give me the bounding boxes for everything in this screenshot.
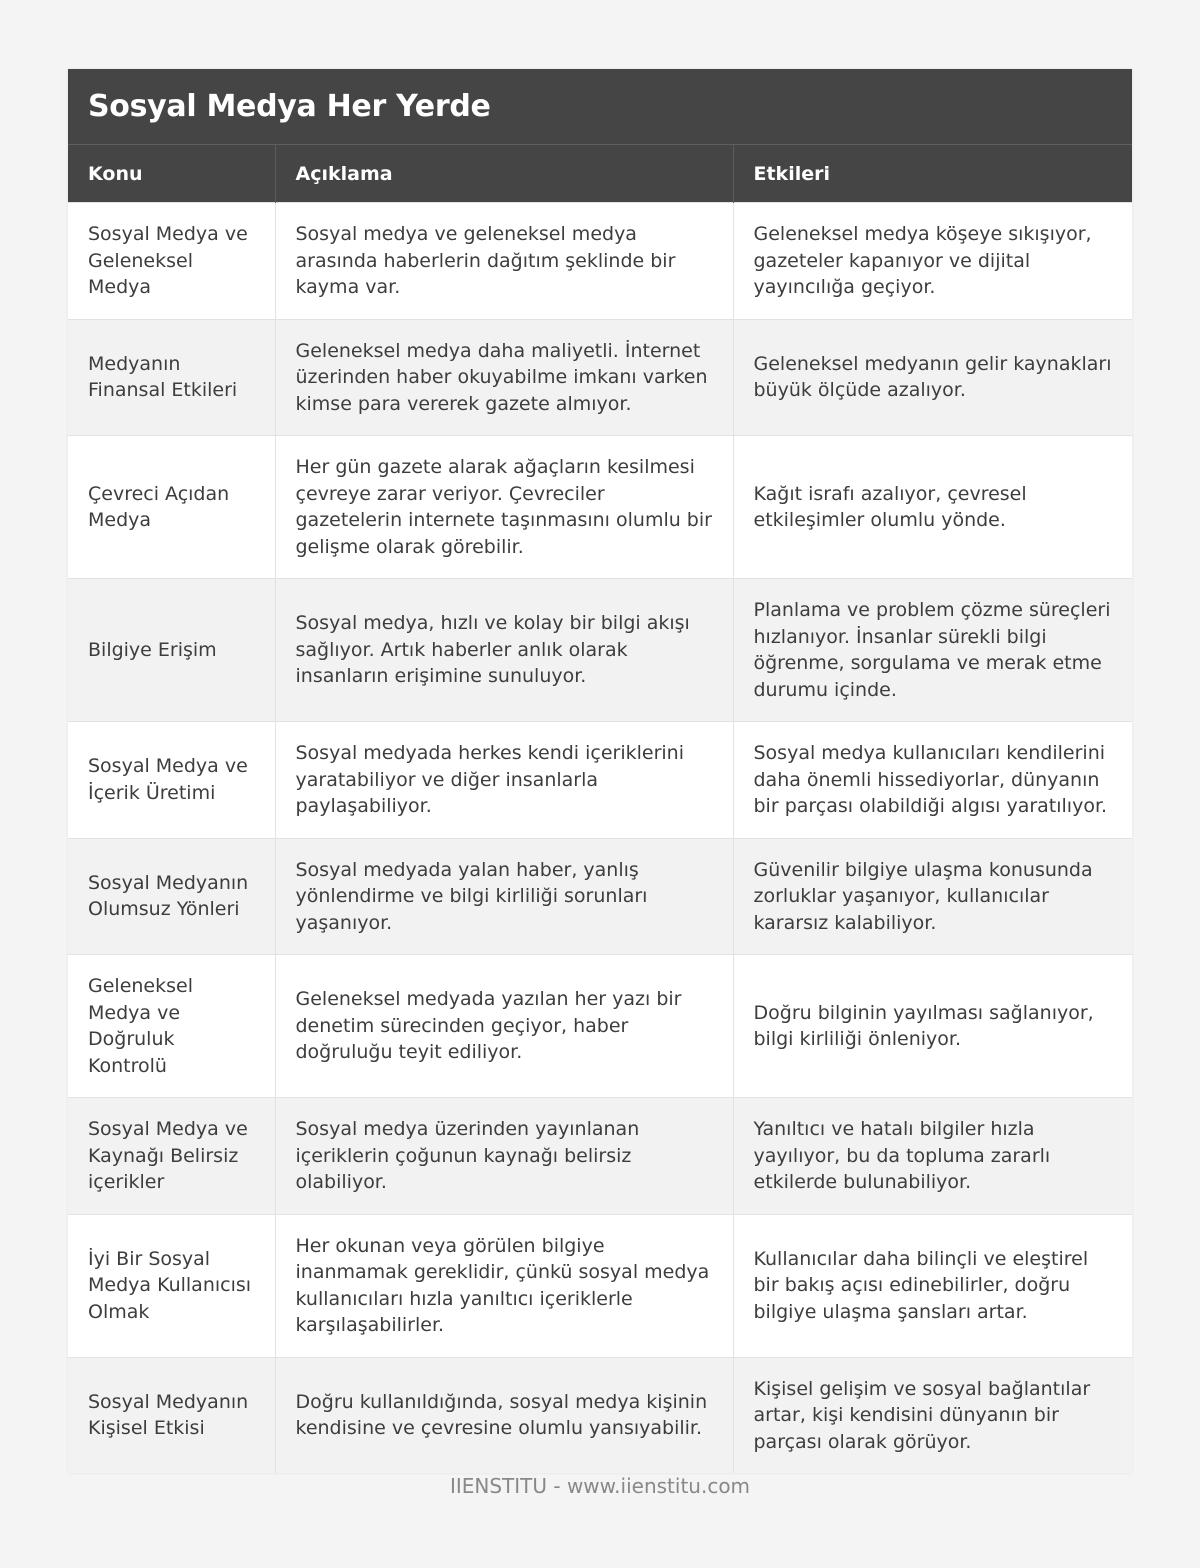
cell-konu: Sosyal Medyanın Olumsuz Yönleri: [68, 838, 275, 955]
cell-konu: Geleneksel Medya ve Doğruluk Kontrolü: [68, 955, 275, 1098]
table-row: [68, 1098, 1132, 1215]
cell-konu: Medyanın Finansal Etkileri: [68, 319, 275, 436]
cell-aciklama: Geleneksel medyada yazılan her yazı bir denetim sürecinden geçiyor, haber doğruluğu teyit ediliyor.: [275, 955, 733, 1098]
cell-aciklama: Doğru kullanıldığında, sosyal medya kişinin kendisine ve çevresine olumlu yansıyabilir.: [275, 1357, 733, 1473]
cell-aciklama: Geleneksel medya daha maliyetli. İnternet üzerinden haber okuyabilme imkanı varken kimse para vererek gazete almıyor.: [275, 319, 733, 436]
cell-etkileri: Güvenilir bilgiye ulaşma konusunda zorluklar yaşanıyor, kullanıcılar kararsız kalabiliyor.: [733, 838, 1132, 955]
cell-etkileri: Planlama ve problem çözme süreçleri hızlanıyor. İnsanlar sürekli bilgi öğrenme, sorgulama ve merak etme durumu içinde.: [733, 579, 1132, 722]
table-row: [68, 319, 1132, 436]
table-row: [68, 436, 1132, 579]
table-row: [68, 955, 1132, 1098]
header-row: [68, 145, 1132, 203]
cell-aciklama: Sosyal medyada herkes kendi içeriklerini yaratabiliyor ve diğer insanlarla paylaşabiliyor.: [275, 722, 733, 839]
column-header-etkileri: Etkileri: [733, 145, 1132, 203]
table-row: [68, 1214, 1132, 1357]
table-row: [68, 838, 1132, 955]
table-row: [68, 1357, 1132, 1473]
cell-aciklama: Sosyal medya, hızlı ve kolay bir bilgi akışı sağlıyor. Artık haberler anlık olarak insanların erişimine sunuluyor.: [275, 579, 733, 722]
cell-konu: Sosyal Medya ve Geleneksel Medya: [68, 203, 275, 320]
cell-etkileri: Kullanıcılar daha bilinçli ve eleştirel bir bakış açısı edinebilirler, doğru bilgiye ulaşma şansları artar.: [733, 1214, 1132, 1357]
cell-etkileri: Doğru bilginin yayılması sağlanıyor, bilgi kirliliği önleniyor.: [733, 955, 1132, 1098]
table-row: [68, 722, 1132, 839]
cell-aciklama: Sosyal medya ve geleneksel medya arasında haberlerin dağıtım şeklinde bir kayma var.: [275, 203, 733, 320]
column-header-aciklama: Açıklama: [275, 145, 733, 203]
cell-etkileri: Geleneksel medyanın gelir kaynakları büyük ölçüde azalıyor.: [733, 319, 1132, 436]
table-row: [68, 203, 1132, 320]
cell-konu: İyi Bir Sosyal Medya Kullanıcısı Olmak: [68, 1214, 275, 1357]
cell-etkileri: Sosyal medya kullanıcıları kendilerini daha önemli hissediyorlar, dünyanın bir parçası olabildiği algısı yaratılıyor.: [733, 722, 1132, 839]
table-row: [68, 579, 1132, 722]
cell-konu: Bilgiye Erişim: [68, 579, 275, 722]
cell-etkileri: Yanıltıcı ve hatalı bilgiler hızla yayılıyor, bu da topluma zararlı etkilerde bulunabiliyor.: [733, 1098, 1132, 1215]
column-header-konu: Konu: [68, 145, 275, 203]
cell-konu: Çevreci Açıdan Medya: [68, 436, 275, 579]
cell-konu: Sosyal Medyanın Kişisel Etkisi: [68, 1357, 275, 1473]
cell-aciklama: Sosyal medya üzerinden yayınlanan içeriklerin çoğunun kaynağı belirsiz olabiliyor.: [275, 1098, 733, 1215]
cell-aciklama: Sosyal medyada yalan haber, yanlış yönlendirme ve bilgi kirliliği sorunları yaşanıyor.: [275, 838, 733, 955]
cell-konu: Sosyal Medya ve İçerik Üretimi: [68, 722, 275, 839]
cell-etkileri: Geleneksel medya köşeye sıkışıyor, gazeteler kapanıyor ve dijital yayıncılığa geçiyor.: [733, 203, 1132, 320]
table-card: [68, 69, 1132, 1473]
cell-aciklama: Her gün gazete alarak ağaçların kesilmesi çevreye zarar veriyor. Çevreciler gazetelerin internete taşınmasını olumlu bir gelişme olarak görebilir.: [275, 436, 733, 579]
footer-credit: IIENSTITU - www.iienstitu.com: [449, 1474, 751, 1498]
data-table: [68, 144, 1132, 1473]
cell-aciklama: Her okunan veya görülen bilgiye inanmamak gereklidir, çünkü sosyal medya kullanıcıları hızla yanıltıcı içeriklerle karşılaşabilirler.: [275, 1214, 733, 1357]
table-title: Sosyal Medya Her Yerde: [68, 69, 1132, 144]
cell-konu: Sosyal Medya ve Kaynağı Belirsiz içerikler: [68, 1098, 275, 1215]
cell-etkileri: Kişisel gelişim ve sosyal bağlantılar artar, kişi kendisini dünyanın bir parçası olarak görüyor.: [733, 1357, 1132, 1473]
cell-etkileri: Kağıt israfı azalıyor, çevresel etkileşimler olumlu yönde.: [733, 436, 1132, 579]
